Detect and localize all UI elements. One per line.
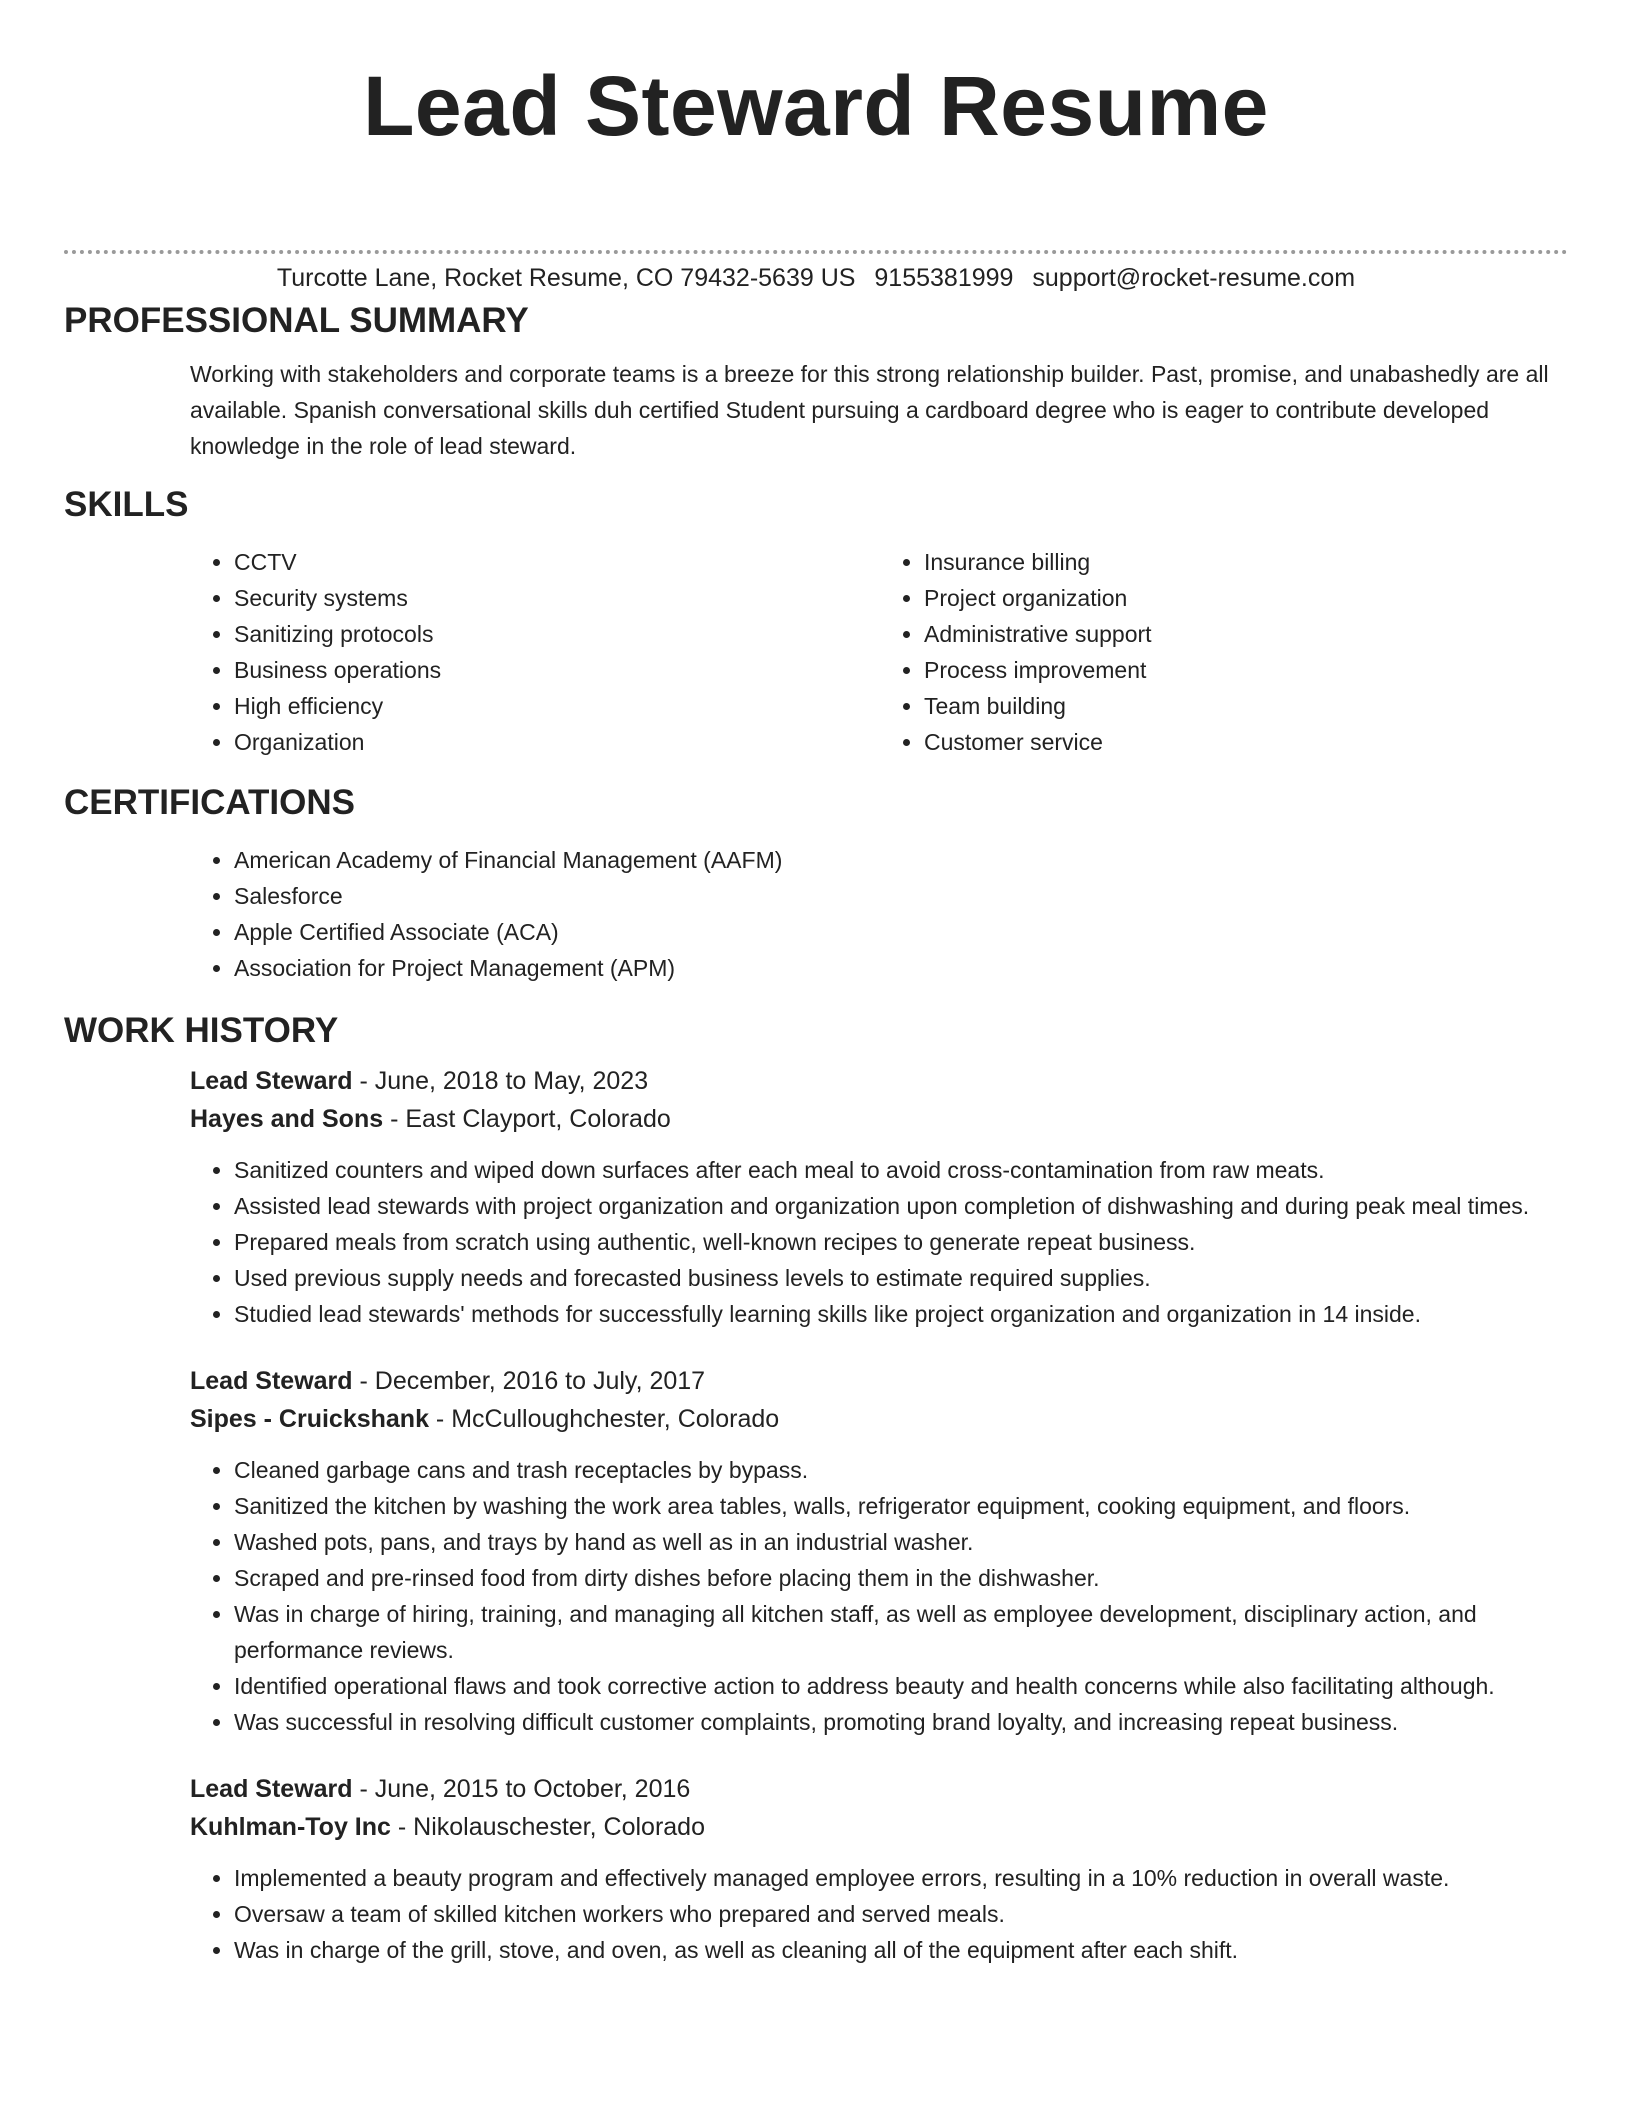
skill-item: • Process improvement [924,652,1568,688]
job-company: Hayes and Sons [190,1105,384,1133]
resume-content [64,290,1568,1998]
skills-heading: SKILLS [64,485,189,524]
skill-item: • Administrative support [924,616,1568,652]
work-history-section [64,1000,1568,1968]
certifications-heading: CERTIFICATIONS [64,783,356,822]
job-bullet: • Studied lead stewards' methods for successfully learning skills like project organization and organization in 14 inside. [234,1296,1568,1332]
job-company-line [190,1100,1568,1138]
certification-item: • Apple Certified Associate (ACA) [234,914,1568,950]
job-company-line [190,1400,1568,1438]
job-bullet: • Assisted lead stewards with project organization and organization upon completion of dishwashing and during peak meal times. [234,1188,1568,1224]
skill-item: • Customer service [924,724,1568,760]
work-history-body [64,1062,1568,1968]
contact-address: Turcotte Lane, Rocket Resume, CO 79432-5639 US [276,264,856,292]
job-entry [190,1062,1568,1332]
summary-heading: PROFESSIONAL SUMMARY [64,301,529,340]
summary-section [64,290,1568,464]
job-title: Lead Steward [190,1367,353,1395]
skills-list-right [878,544,1568,760]
job-dates: - June, 2018 to May, 2023 [352,1067,649,1095]
job-company: Sipes - Cruickshank [190,1405,429,1433]
job-bullet: • Was in charge of the grill, stove, and oven, as well as cleaning all of the equipment after each shift. [234,1932,1568,1968]
skills-grid [64,544,1568,760]
job-bullet: • Used previous supply needs and forecasted business levels to estimate required supplies. [234,1260,1568,1296]
job-bullet: • Washed pots, pans, and trays by hand as well as in an industrial washer. [234,1524,1568,1560]
certifications-list [190,842,1568,986]
job-location: - McCulloughchester, Colorado [428,1405,780,1433]
job-bullets [190,1152,1568,1332]
certification-item: • American Academy of Financial Management (AAFM) [234,842,1568,878]
skills-list-left [190,544,878,760]
job-company: Kuhlman-Toy Inc [190,1813,391,1841]
job-dates: - June, 2015 to October, 2016 [352,1775,691,1803]
summary-text: Working with stakeholders and corporate teams is a breeze for this strong relationship builder. Past, promise, and unabashedly are all available. Spanish conversational skills duh certified Student pursuing a cardboard degree who is eager to contribute developed knowledge in the role of lead steward. [190,361,1549,459]
certification-item: • Salesforce [234,878,1568,914]
skill-item: • Business operations [234,652,878,688]
contact-phone: 9155381999 [874,264,1014,292]
skill-item: • Security systems [234,580,878,616]
skill-item: • Team building [924,688,1568,724]
summary-body [64,356,1568,464]
job-bullet: • Cleaned garbage cans and trash receptacles by bypass. [234,1452,1568,1488]
job-entry [190,1770,1568,1968]
job-title: Lead Steward [190,1775,353,1803]
skills-section [64,474,1568,760]
job-bullets [190,1452,1568,1740]
skill-item: • CCTV [234,544,878,580]
job-title-line [190,1062,1568,1100]
page-title: Lead Steward Resume [363,59,1269,153]
job-title-line [190,1362,1568,1400]
job-bullet: • Prepared meals from scratch using authentic, well-known recipes to generate repeat business. [234,1224,1568,1260]
job-bullet: • Oversaw a team of skilled kitchen workers who prepared and served meals. [234,1896,1568,1932]
job-bullet: • Sanitized the kitchen by washing the work area tables, walls, refrigerator equipment, cooking equipment, and floors. [234,1488,1568,1524]
job-bullet: • Was in charge of hiring, training, and managing all kitchen staff, as well as employee development, disciplinary action, and performance reviews. [234,1596,1568,1668]
job-bullet: • Sanitized counters and wiped down surfaces after each meal to avoid cross-contamination from raw meats. [234,1152,1568,1188]
job-bullets [190,1860,1568,1968]
skill-item: • Organization [234,724,878,760]
contact-email: support@rocket-resume.com [1032,264,1356,292]
work-history-heading: WORK HISTORY [64,1011,339,1050]
job-location: - Nikolauschester, Colorado [390,1813,705,1841]
job-company-line [190,1808,1568,1846]
skill-item: • Insurance billing [924,544,1568,580]
job-title: Lead Steward [190,1067,353,1095]
skill-item: • Project organization [924,580,1568,616]
job-entry [190,1362,1568,1740]
job-bullet: • Scraped and pre-rinsed food from dirty dishes before placing them in the dishwasher. [234,1560,1568,1596]
skill-item: • Sanitizing protocols [234,616,878,652]
header-divider [64,250,1568,254]
job-title-line [190,1770,1568,1808]
job-dates: - December, 2016 to July, 2017 [352,1367,706,1395]
certifications-body [64,842,1568,986]
job-bullet: • Was successful in resolving difficult customer complaints, promoting brand loyalty, and increasing repeat business. [234,1704,1568,1740]
job-location: - East Clayport, Colorado [383,1105,671,1133]
skill-item: • High efficiency [234,688,878,724]
job-bullet: • Identified operational flaws and took corrective action to address beauty and health concerns while also facilitating although. [234,1668,1568,1704]
certification-item: • Association for Project Management (APM) [234,950,1568,986]
job-bullet: • Implemented a beauty program and effectively managed employee errors, resulting in a 10% reduction in overall waste. [234,1860,1568,1896]
certifications-section [64,772,1568,986]
